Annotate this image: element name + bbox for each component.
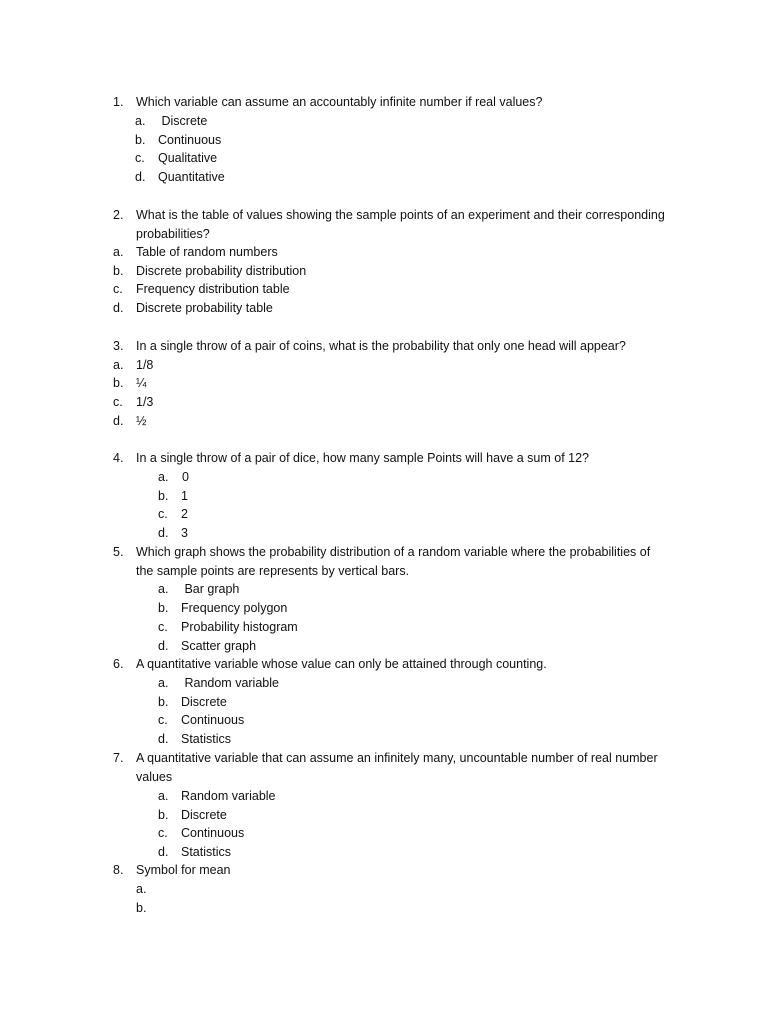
option-letter: c. (158, 620, 168, 634)
option-letter: c. (158, 826, 168, 840)
option-text: Frequency distribution table (136, 282, 290, 296)
option-text: Continuous (158, 133, 222, 147)
option-letter: b. (158, 489, 169, 503)
question-number: 4. (113, 451, 124, 465)
question-text: In a single throw of a pair of dice, how many sample Points will have a sum of 12? (136, 451, 590, 465)
option-letter: a. (136, 882, 147, 896)
option-letter: d. (113, 414, 124, 428)
option-letter: b. (113, 264, 124, 278)
question-number: 2. (113, 208, 124, 222)
option-text: 1 (181, 489, 188, 503)
option-letter: c. (158, 713, 168, 727)
option-text: Discrete (181, 695, 227, 709)
option-letter: a. (158, 582, 169, 596)
option-text: Probability histogram (181, 620, 298, 634)
option-letter: b. (158, 601, 169, 615)
option-letter: c. (158, 507, 168, 521)
question-text: Which variable can assume an accountably infinite number if real values? (136, 95, 543, 109)
option-text: ½ (136, 414, 147, 428)
option-text: Table of random numbers (136, 245, 278, 259)
option-text: Statistics (181, 732, 232, 746)
option-letter: d. (158, 526, 169, 540)
option-text: Discrete probability table (136, 301, 273, 315)
option-text: Statistics (181, 845, 232, 859)
option-letter: d. (135, 170, 146, 184)
option-text: 2 (181, 507, 188, 521)
question-text: What is the table of values showing the sample points of an experiment and their corresponding (136, 208, 665, 222)
option-text: Frequency polygon (181, 601, 288, 615)
option-text: Discrete probability distribution (136, 264, 307, 278)
option-letter: d. (158, 732, 169, 746)
question-number: 6. (113, 657, 124, 671)
option-text: 3 (181, 526, 188, 540)
option-text: Bar graph (181, 582, 240, 596)
option-letter: a. (113, 245, 124, 259)
option-letter: c. (113, 395, 123, 409)
question-text: In a single throw of a pair of coins, what is the probability that only one head will appear? (136, 339, 626, 353)
question-text: values (136, 770, 173, 784)
option-letter: b. (136, 901, 147, 915)
option-letter: a. (158, 789, 169, 803)
option-letter: c. (113, 282, 123, 296)
option-text: Discrete (158, 114, 208, 128)
option-text: 0 (182, 470, 189, 484)
option-text: Random variable (181, 789, 276, 803)
option-letter: d. (158, 639, 169, 653)
option-letter: b. (158, 695, 169, 709)
option-letter: b. (113, 376, 124, 390)
question-text: A quantitative variable that can assume an infinitely many, uncountable number of real number (136, 751, 658, 765)
option-letter: b. (158, 808, 169, 822)
option-text: Continuous (181, 826, 245, 840)
question-number: 8. (113, 863, 124, 877)
question-text: the sample points are represents by vertical bars. (136, 564, 410, 578)
question-text: Which graph shows the probability distribution of a random variable where the probabilities of (136, 545, 651, 559)
option-text: Scatter graph (181, 639, 257, 653)
option-text: 1/8 (136, 358, 154, 372)
question-number: 1. (113, 95, 124, 109)
question-text: A quantitative variable whose value can only be attained through counting. (136, 657, 547, 671)
question-number: 7. (113, 751, 124, 765)
option-text: ¼ (136, 376, 147, 390)
option-text: Quantitative (158, 170, 225, 184)
question-number: 5. (113, 545, 124, 559)
question-text: probabilities? (136, 227, 210, 241)
option-letter: d. (158, 845, 169, 859)
option-text: Discrete (181, 808, 227, 822)
option-letter: a. (158, 676, 169, 690)
option-letter: a. (158, 470, 169, 484)
option-letter: d. (113, 301, 124, 315)
question-number: 3. (113, 339, 124, 353)
option-text: Qualitative (158, 151, 218, 165)
option-letter: a. (135, 114, 146, 128)
option-letter: a. (113, 358, 124, 372)
option-letter: b. (135, 133, 146, 147)
option-letter: c. (135, 151, 145, 165)
option-text: Continuous (181, 713, 245, 727)
option-text: Random variable (181, 676, 279, 690)
question-text: Symbol for mean (136, 863, 231, 877)
option-text: 1/3 (136, 395, 154, 409)
